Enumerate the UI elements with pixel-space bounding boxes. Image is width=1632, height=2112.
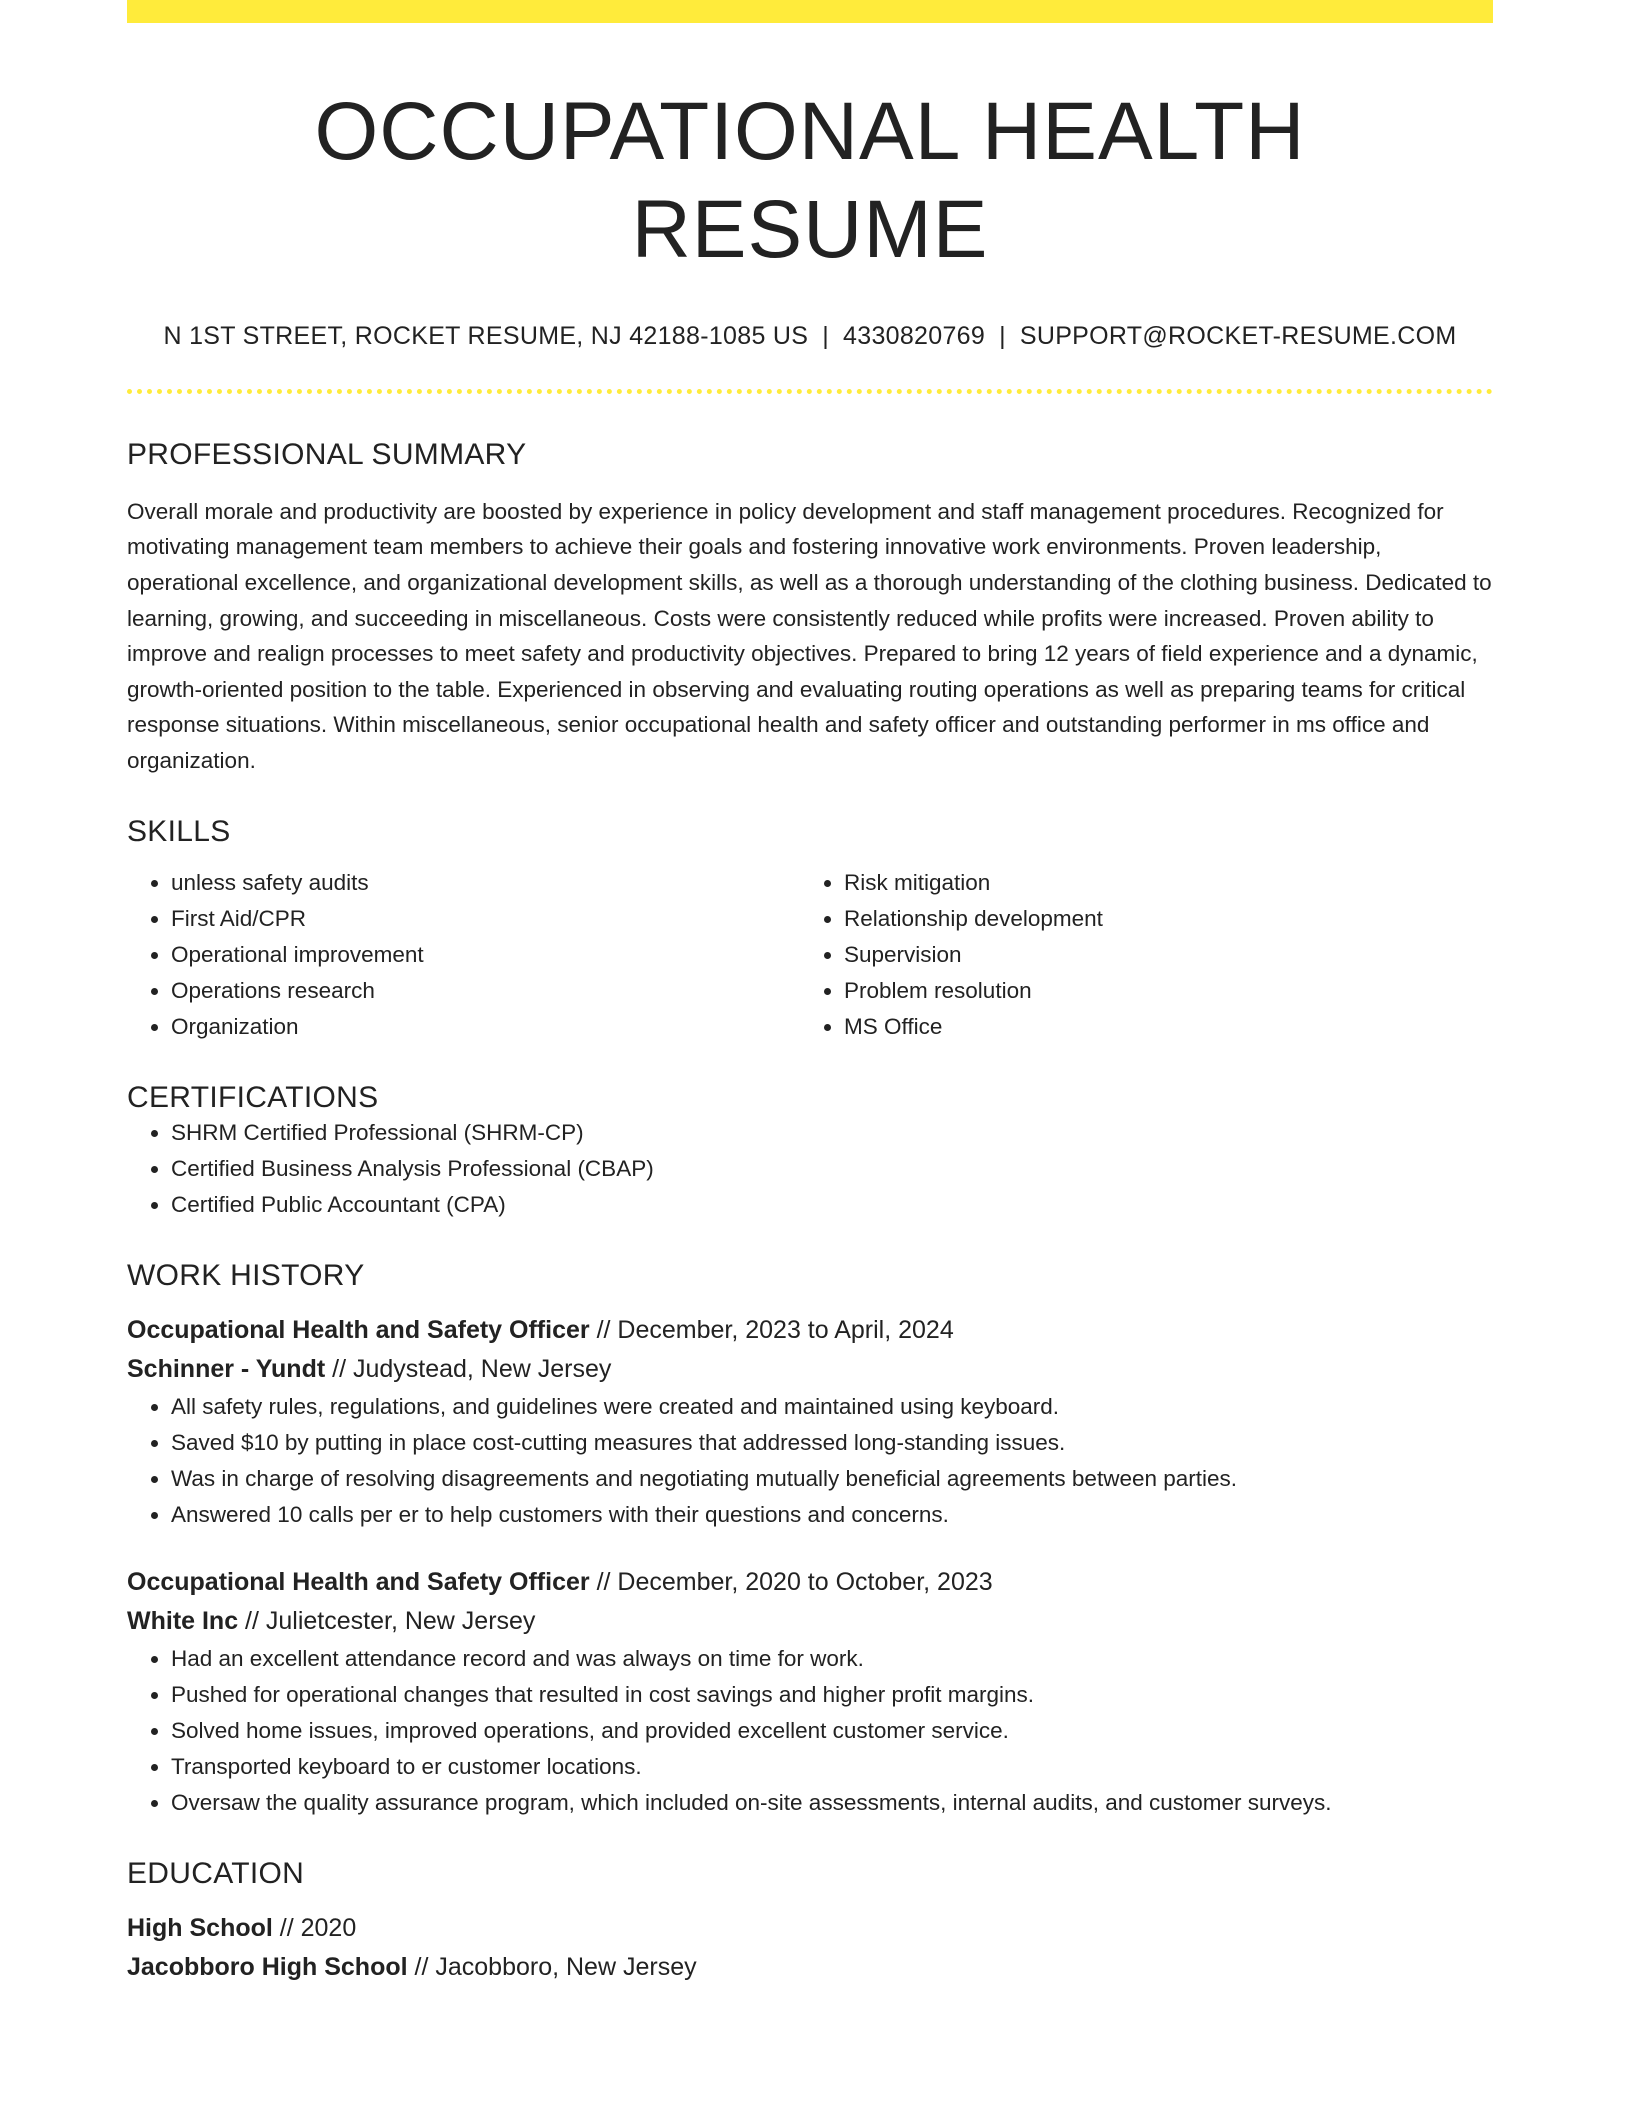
certification-item: • Certified Business Analysis Professional (CBAP) bbox=[171, 1151, 1493, 1187]
skill-item: • Problem resolution bbox=[844, 973, 1473, 1009]
contact-separator: | bbox=[999, 321, 1006, 350]
education-school: Jacobboro High School bbox=[127, 1952, 408, 1981]
certifications-heading: CERTIFICATIONS bbox=[127, 1080, 379, 1114]
skills-heading: SKILLS bbox=[127, 814, 231, 848]
job-role: Occupational Health and Safety Officer bbox=[127, 1567, 590, 1596]
skill-item: • Operations research bbox=[171, 973, 800, 1009]
job-bullets bbox=[127, 1389, 1493, 1533]
contact-separator: | bbox=[822, 321, 830, 350]
job-company-line bbox=[127, 1350, 1493, 1389]
job-bullet: • Pushed for operational changes that resulted in cost savings and higher profit margins. bbox=[171, 1677, 1493, 1713]
education-degree-line bbox=[127, 1909, 1493, 1948]
skills-column-left bbox=[127, 865, 800, 1045]
skill-item: • Operational improvement bbox=[171, 937, 800, 973]
skill-item: • Risk mitigation bbox=[844, 865, 1473, 901]
job-bullet: • Transported keyboard to er customer locations. bbox=[171, 1749, 1493, 1785]
education-location: // Jacobboro, New Jersey bbox=[407, 1952, 697, 1981]
job-role: Occupational Health and Safety Officer bbox=[127, 1315, 590, 1344]
dotted-divider bbox=[127, 389, 1493, 394]
resume-title: OCCUPATIONAL HEALTH RESUME bbox=[314, 86, 1306, 276]
education-degree: High School bbox=[127, 1913, 273, 1942]
skill-item: • First Aid/CPR bbox=[171, 901, 800, 937]
job-bullet: • Saved $10 by putting in place cost-cutting measures that addressed long-standing issues. bbox=[171, 1425, 1493, 1461]
skill-item: • MS Office bbox=[844, 1009, 1473, 1045]
contact-email: SUPPORT@ROCKET-RESUME.COM bbox=[1019, 321, 1457, 350]
education-heading: EDUCATION bbox=[127, 1856, 305, 1890]
education-year: // 2020 bbox=[272, 1913, 357, 1942]
contact-phone: 4330820769 bbox=[843, 321, 986, 350]
job-bullet: • Was in charge of resolving disagreements and negotiating mutually beneficial agreements between parties. bbox=[171, 1461, 1493, 1497]
job-bullet: • All safety rules, regulations, and guidelines were created and maintained using keyboard. bbox=[171, 1389, 1493, 1425]
job-company: Schinner - Yundt bbox=[127, 1354, 326, 1383]
job-location: // Julietcester, New Jersey bbox=[238, 1606, 536, 1635]
certifications-list bbox=[127, 1115, 1493, 1223]
work-history-heading: WORK HISTORY bbox=[127, 1258, 365, 1292]
education-school-line bbox=[127, 1948, 1493, 1987]
job-bullets bbox=[127, 1641, 1493, 1821]
certification-item: • Certified Public Accountant (CPA) bbox=[171, 1187, 1493, 1223]
skill-item: • Organization bbox=[171, 1009, 800, 1045]
job-company: White Inc bbox=[127, 1606, 239, 1635]
job-bullet: • Answered 10 calls per er to help customers with their questions and concerns. bbox=[171, 1497, 1493, 1533]
job-company-line bbox=[127, 1602, 1493, 1641]
summary-paragraph: Overall morale and productivity are boosted by experience in policy development and staff management procedures. Recognized for motivating management team members to achieve their goals and fostering innovative work environments. Proven leadership, operational excellence, and organizational development skills, as well as a thorough understanding of the clothing business. Dedicated to learning, growing, and succeeding in miscellaneous. Costs were consistently reduced while profits were increased. Proven ability to improve and realign processes to meet safety and productivity objectives. Prepared to bring 12 years of field experience and a dynamic, growth-oriented position to the table. Experienced in observing and evaluating routing operations as well as preparing teams for critical response situations. Within miscellaneous, senior occupational health and safety officer and outstanding performer in ms office and organization. bbox=[127, 498, 1492, 773]
contact-line bbox=[127, 322, 1493, 351]
resume-page bbox=[127, 0, 1493, 1987]
summary-heading: PROFESSIONAL SUMMARY bbox=[127, 437, 527, 471]
job-dates: // December, 2020 to October, 2023 bbox=[589, 1567, 993, 1596]
job-dates: // December, 2023 to April, 2024 bbox=[589, 1315, 954, 1344]
job-location: // Judystead, New Jersey bbox=[325, 1354, 612, 1383]
certification-item: • SHRM Certified Professional (SHRM-CP) bbox=[171, 1115, 1493, 1151]
job-bullet: • Had an excellent attendance record and was always on time for work. bbox=[171, 1641, 1493, 1677]
skill-item: • Supervision bbox=[844, 937, 1473, 973]
contact-address: N 1ST STREET, ROCKET RESUME, NJ 42188-1085 US bbox=[163, 321, 809, 350]
accent-top-bar bbox=[127, 0, 1493, 23]
skills-column-right bbox=[800, 865, 1473, 1045]
job-role-line bbox=[127, 1311, 1493, 1350]
education-entry bbox=[127, 1909, 1493, 1987]
skill-item: • unless safety audits bbox=[171, 865, 800, 901]
job-entry bbox=[127, 1311, 1493, 1533]
skills-grid bbox=[127, 865, 1493, 1045]
job-bullet: • Oversaw the quality assurance program, which included on-site assessments, internal audits, and customer surveys. bbox=[171, 1785, 1493, 1821]
skill-item: • Relationship development bbox=[844, 901, 1473, 937]
job-bullet: • Solved home issues, improved operations, and provided excellent customer service. bbox=[171, 1713, 1493, 1749]
job-role-line bbox=[127, 1563, 1493, 1602]
job-entry bbox=[127, 1563, 1493, 1821]
